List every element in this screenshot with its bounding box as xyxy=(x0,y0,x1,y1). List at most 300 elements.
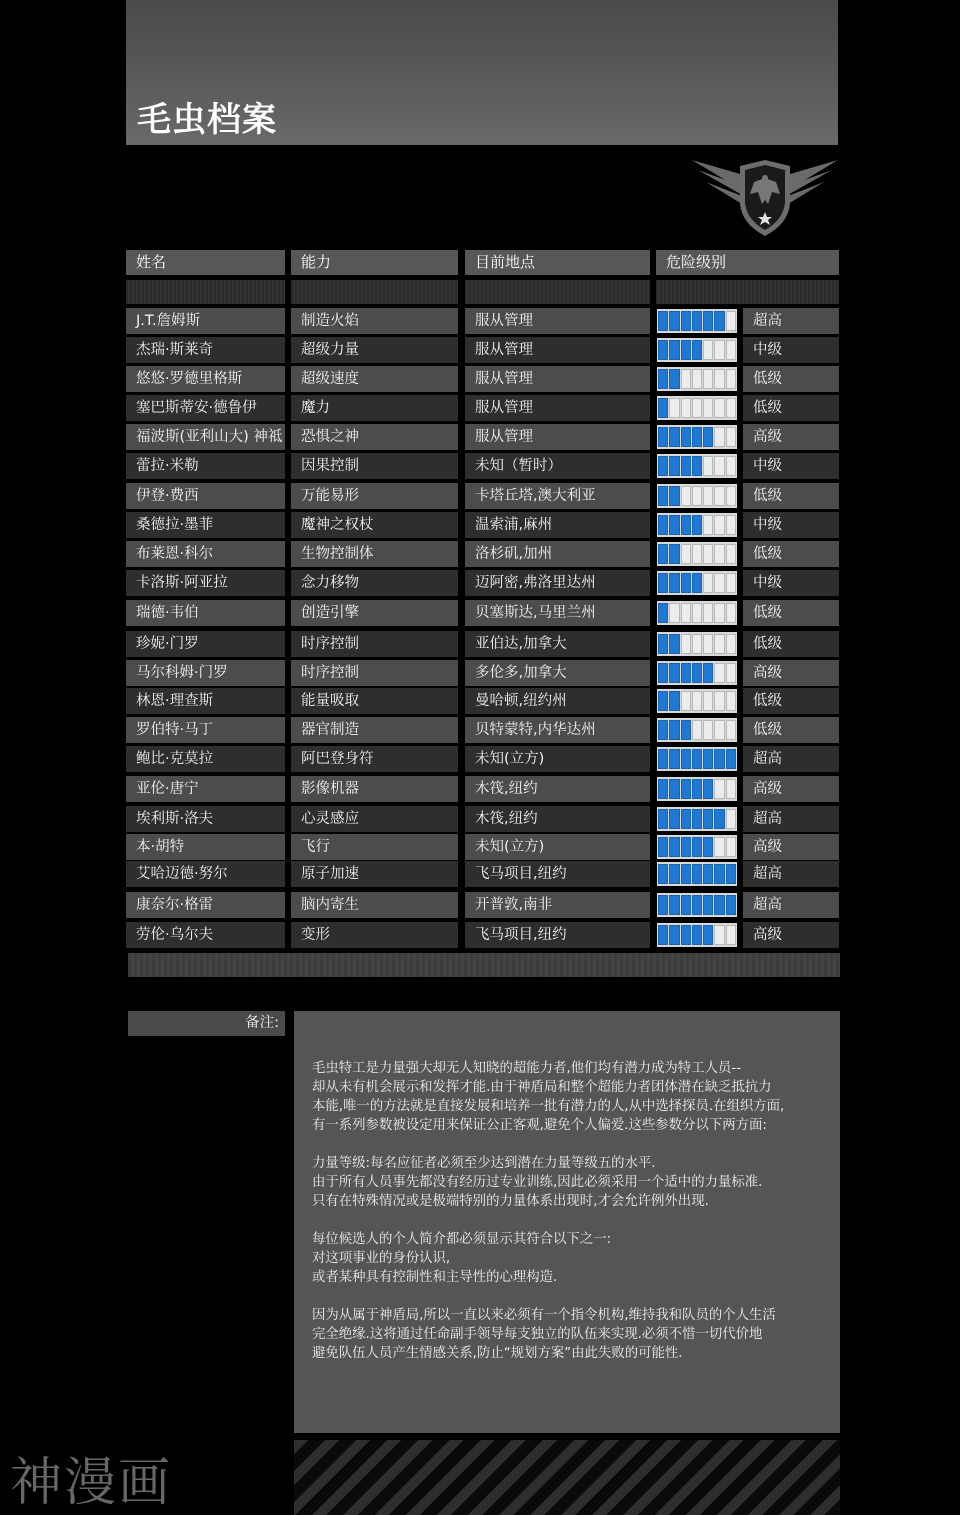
cell-name: 本·胡特 xyxy=(126,834,285,860)
column-header-name: 姓名 xyxy=(126,250,285,275)
danger-bar-segment xyxy=(714,837,724,857)
danger-bar-segment xyxy=(681,925,691,945)
danger-bar-segment xyxy=(726,749,736,769)
danger-bar-segment xyxy=(669,515,679,535)
danger-bar-segment xyxy=(681,398,691,418)
danger-bar-segment xyxy=(726,515,736,535)
danger-bar-segment xyxy=(681,573,691,593)
danger-bar-segment xyxy=(692,895,702,915)
cell-name: 伊登·费西 xyxy=(126,483,285,509)
cell-ability: 魔力 xyxy=(291,395,458,421)
danger-bar-segment xyxy=(669,864,679,884)
danger-bar-segment xyxy=(692,398,702,418)
cell-ability: 超级力量 xyxy=(291,337,458,363)
danger-bar-segment xyxy=(692,779,702,799)
cell-location: 飞马项目,纽约 xyxy=(465,861,650,887)
danger-bar-segment xyxy=(669,925,679,945)
danger-bar-segment xyxy=(658,895,668,915)
danger-level-bar xyxy=(657,632,737,656)
danger-bar-segment xyxy=(726,925,736,945)
danger-bar-segment xyxy=(726,895,736,915)
danger-bar-segment xyxy=(658,515,668,535)
danger-bar-segment xyxy=(714,925,724,945)
danger-bar-segment xyxy=(669,486,679,506)
cell-ability: 念力移物 xyxy=(291,570,458,596)
cell-name: 康奈尔·格雷 xyxy=(126,892,285,918)
cell-name: 林恩·理查斯 xyxy=(126,688,285,714)
danger-bar-segment xyxy=(726,544,736,564)
danger-bar-segment xyxy=(703,544,713,564)
danger-bar-segment xyxy=(692,311,702,331)
danger-bar-segment xyxy=(669,456,679,476)
danger-bar-segment xyxy=(658,340,668,360)
danger-bar-segment xyxy=(658,749,668,769)
danger-bar-segment xyxy=(703,369,713,389)
danger-level-bar xyxy=(657,513,737,537)
danger-bar-segment xyxy=(714,779,724,799)
danger-bar-segment xyxy=(692,720,702,740)
danger-bar-segment xyxy=(681,864,691,884)
page-title: 毛虫档案 xyxy=(137,100,277,140)
column-header-location: 目前地点 xyxy=(465,250,650,275)
cell-danger-level: 超高 xyxy=(743,806,839,832)
danger-bar-segment xyxy=(714,398,724,418)
danger-bar-segment xyxy=(669,340,679,360)
danger-bar-segment xyxy=(703,573,713,593)
header-spacer xyxy=(126,280,285,304)
danger-level-bar xyxy=(657,454,737,478)
cell-location: 未知(立方) xyxy=(465,834,650,860)
cell-location: 木筏,纽约 xyxy=(465,806,650,832)
danger-bar-segment xyxy=(692,809,702,829)
eagle-shield-emblem-icon xyxy=(692,156,838,238)
danger-bar-segment xyxy=(681,634,691,654)
table-row xyxy=(0,922,960,948)
danger-bar-segment xyxy=(692,749,702,769)
cell-ability: 飞行 xyxy=(291,834,458,860)
cell-danger-level: 超高 xyxy=(743,861,839,887)
cell-danger-level: 超高 xyxy=(743,308,839,334)
cell-location: 飞马项目,纽约 xyxy=(465,922,650,948)
danger-bar-segment xyxy=(703,864,713,884)
danger-bar-segment xyxy=(714,456,724,476)
cell-danger-level: 低级 xyxy=(743,395,839,421)
header-spacer xyxy=(656,280,839,304)
danger-bar-segment xyxy=(658,369,668,389)
cell-ability: 影像机器 xyxy=(291,776,458,802)
danger-level-bar xyxy=(657,396,737,420)
danger-bar-segment xyxy=(714,864,724,884)
cell-name: 鲍比·克莫拉 xyxy=(126,746,285,772)
danger-level-bar xyxy=(657,309,737,333)
danger-bar-segment xyxy=(692,925,702,945)
danger-bar-segment xyxy=(681,544,691,564)
table-row xyxy=(0,688,960,714)
cell-ability: 因果控制 xyxy=(291,453,458,479)
column-header-danger: 危险级别 xyxy=(656,250,839,275)
cell-name: 卡洛斯·阿亚拉 xyxy=(126,570,285,596)
cell-name: 布莱恩·科尔 xyxy=(126,541,285,567)
danger-bar-segment xyxy=(658,398,668,418)
danger-bar-segment xyxy=(703,720,713,740)
cell-danger-level: 低级 xyxy=(743,600,839,626)
danger-bar-segment xyxy=(726,663,736,683)
cell-location: 服从管理 xyxy=(465,366,650,392)
danger-bar-segment xyxy=(669,603,679,623)
danger-bar-segment xyxy=(681,340,691,360)
cell-danger-level: 中级 xyxy=(743,570,839,596)
cell-location: 未知（暂时） xyxy=(465,453,650,479)
danger-bar-segment xyxy=(726,369,736,389)
danger-bar-segment xyxy=(692,456,702,476)
danger-bar-segment xyxy=(703,749,713,769)
danger-bar-segment xyxy=(726,837,736,857)
table-row xyxy=(0,366,960,392)
danger-level-bar xyxy=(657,425,737,449)
cell-ability: 万能易形 xyxy=(291,483,458,509)
header-spacer xyxy=(291,280,458,304)
danger-bar-segment xyxy=(692,515,702,535)
cell-ability: 脑内寄生 xyxy=(291,892,458,918)
cell-name: 塞巴斯蒂安·德鲁伊 xyxy=(126,395,285,421)
table-row xyxy=(0,512,960,538)
danger-bar-segment xyxy=(714,427,724,447)
danger-bar-segment xyxy=(703,427,713,447)
danger-bar-segment xyxy=(681,311,691,331)
danger-bar-segment xyxy=(726,691,736,711)
danger-level-bar xyxy=(657,338,737,362)
danger-bar-segment xyxy=(692,691,702,711)
danger-level-bar xyxy=(657,689,737,713)
danger-bar-segment xyxy=(692,369,702,389)
danger-bar-segment xyxy=(714,691,724,711)
danger-bar-segment xyxy=(681,369,691,389)
danger-bar-segment xyxy=(681,895,691,915)
cell-ability: 原子加速 xyxy=(291,861,458,887)
table-row xyxy=(0,424,960,450)
danger-bar-segment xyxy=(726,427,736,447)
danger-bar-segment xyxy=(726,779,736,799)
table-row xyxy=(0,746,960,772)
danger-level-bar xyxy=(657,777,737,801)
hatched-footer xyxy=(294,1440,840,1515)
danger-bar-segment xyxy=(714,544,724,564)
cell-location: 卡塔丘塔,澳大利亚 xyxy=(465,483,650,509)
cell-location: 亚伯达,加拿大 xyxy=(465,631,650,657)
cell-name: J.T.詹姆斯 xyxy=(126,308,285,334)
danger-level-bar xyxy=(657,661,737,685)
cell-name: 杰瑞·斯莱奇 xyxy=(126,337,285,363)
danger-bar-segment xyxy=(726,634,736,654)
cell-danger-level: 低级 xyxy=(743,541,839,567)
danger-bar-segment xyxy=(726,720,736,740)
danger-bar-segment xyxy=(726,864,736,884)
danger-bar-segment xyxy=(703,895,713,915)
cell-location: 未知(立方) xyxy=(465,746,650,772)
table-row xyxy=(0,631,960,657)
table-row xyxy=(0,834,960,860)
table-row xyxy=(0,717,960,743)
danger-bar-segment xyxy=(692,573,702,593)
danger-bar-segment xyxy=(714,663,724,683)
danger-bar-segment xyxy=(703,340,713,360)
cell-name: 罗伯特·马丁 xyxy=(126,717,285,743)
table-row xyxy=(0,660,960,686)
danger-bar-segment xyxy=(703,837,713,857)
danger-bar-segment xyxy=(692,340,702,360)
cell-ability: 生物控制体 xyxy=(291,541,458,567)
cell-ability: 能量吸取 xyxy=(291,688,458,714)
danger-bar-segment xyxy=(669,720,679,740)
danger-bar-segment xyxy=(703,809,713,829)
danger-bar-segment xyxy=(714,340,724,360)
table-row xyxy=(0,453,960,479)
danger-bar-segment xyxy=(703,634,713,654)
header-spacer xyxy=(465,280,650,304)
cell-location: 服从管理 xyxy=(465,308,650,334)
danger-bar-segment xyxy=(714,895,724,915)
danger-bar-segment xyxy=(658,427,668,447)
cell-location: 洛杉矶,加州 xyxy=(465,541,650,567)
danger-bar-segment xyxy=(714,603,724,623)
cell-danger-level: 低级 xyxy=(743,717,839,743)
danger-bar-segment xyxy=(703,486,713,506)
cell-danger-level: 高级 xyxy=(743,424,839,450)
danger-bar-segment xyxy=(714,369,724,389)
danger-bar-segment xyxy=(658,486,668,506)
cell-danger-level: 中级 xyxy=(743,453,839,479)
danger-level-bar xyxy=(657,484,737,508)
danger-bar-segment xyxy=(714,634,724,654)
danger-bar-segment xyxy=(692,486,702,506)
danger-level-bar xyxy=(657,747,737,771)
cell-ability: 魔神之权杖 xyxy=(291,512,458,538)
table-row xyxy=(0,776,960,802)
danger-bar-segment xyxy=(703,925,713,945)
cell-name: 福波斯(亚利山大) 神祗 xyxy=(126,424,285,450)
danger-bar-segment xyxy=(692,864,702,884)
cell-name: 埃利斯·洛夫 xyxy=(126,806,285,832)
danger-bar-segment xyxy=(714,720,724,740)
cell-ability: 时序控制 xyxy=(291,660,458,686)
danger-level-bar xyxy=(657,835,737,859)
danger-bar-segment xyxy=(669,691,679,711)
cell-location: 贝塞斯达,马里兰州 xyxy=(465,600,650,626)
danger-bar-segment xyxy=(658,603,668,623)
danger-bar-segment xyxy=(658,456,668,476)
danger-bar-segment xyxy=(658,544,668,564)
cell-name: 马尔科姆·门罗 xyxy=(126,660,285,686)
danger-bar-segment xyxy=(658,663,668,683)
cell-location: 贝特蒙特,内华达州 xyxy=(465,717,650,743)
table-row xyxy=(0,570,960,596)
cell-location: 曼哈顿,纽约州 xyxy=(465,688,650,714)
cell-location: 开普敦,南非 xyxy=(465,892,650,918)
notes-paragraph: 力量等级:每名应征者必须至少达到潜在力量等级五的水平. 由于所有人员事先都没有经历过专业训练,因此必须采用一个适中的力量标准. 只有在特殊情况或是极端特别的力量体系出现时,才会允许例外出现. xyxy=(312,1156,763,1209)
danger-bar-segment xyxy=(726,809,736,829)
danger-bar-segment xyxy=(658,779,668,799)
cell-danger-level: 低级 xyxy=(743,366,839,392)
danger-bar-segment xyxy=(714,809,724,829)
cell-name: 蕾拉·米勒 xyxy=(126,453,285,479)
danger-bar-segment xyxy=(681,749,691,769)
table-row xyxy=(0,806,960,832)
cell-name: 艾哈迈德·努尔 xyxy=(126,861,285,887)
danger-bar-segment xyxy=(714,573,724,593)
danger-bar-segment xyxy=(681,837,691,857)
danger-bar-segment xyxy=(658,311,668,331)
cell-ability: 创造引擎 xyxy=(291,600,458,626)
column-header-ability: 能力 xyxy=(291,250,458,275)
danger-bar-segment xyxy=(658,691,668,711)
cell-name: 悠悠·罗德里格斯 xyxy=(126,366,285,392)
cell-danger-level: 低级 xyxy=(743,631,839,657)
danger-bar-segment xyxy=(681,691,691,711)
cell-location: 服从管理 xyxy=(465,424,650,450)
danger-bar-segment xyxy=(714,311,724,331)
cell-danger-level: 中级 xyxy=(743,512,839,538)
table-row xyxy=(0,395,960,421)
danger-bar-segment xyxy=(658,864,668,884)
cell-ability: 心灵感应 xyxy=(291,806,458,832)
danger-level-bar xyxy=(657,718,737,742)
danger-bar-segment xyxy=(681,486,691,506)
danger-bar-segment xyxy=(703,398,713,418)
danger-bar-segment xyxy=(669,749,679,769)
danger-bar-segment xyxy=(681,603,691,623)
danger-bar-segment xyxy=(669,369,679,389)
cell-danger-level: 超高 xyxy=(743,892,839,918)
danger-bar-segment xyxy=(681,720,691,740)
cell-name: 亚伦·唐宁 xyxy=(126,776,285,802)
danger-bar-segment xyxy=(714,749,724,769)
danger-bar-segment xyxy=(726,398,736,418)
danger-level-bar xyxy=(657,571,737,595)
danger-bar-segment xyxy=(658,573,668,593)
danger-bar-segment xyxy=(658,837,668,857)
cell-danger-level: 低级 xyxy=(743,483,839,509)
cell-danger-level: 高级 xyxy=(743,922,839,948)
danger-bar-segment xyxy=(703,603,713,623)
table-row xyxy=(0,337,960,363)
notes-panel xyxy=(294,1011,840,1433)
danger-bar-segment xyxy=(658,634,668,654)
danger-bar-segment xyxy=(692,603,702,623)
danger-bar-segment xyxy=(669,573,679,593)
danger-bar-segment xyxy=(703,311,713,331)
danger-bar-segment xyxy=(692,427,702,447)
danger-bar-segment xyxy=(669,809,679,829)
table-row xyxy=(0,600,960,626)
cell-danger-level: 超高 xyxy=(743,746,839,772)
cell-danger-level: 高级 xyxy=(743,660,839,686)
table-row xyxy=(0,861,960,887)
danger-bar-segment xyxy=(669,311,679,331)
danger-bar-segment xyxy=(692,663,702,683)
danger-bar-segment xyxy=(658,720,668,740)
danger-level-bar xyxy=(657,367,737,391)
danger-level-bar xyxy=(657,542,737,566)
danger-bar-segment xyxy=(681,779,691,799)
cell-danger-level: 高级 xyxy=(743,834,839,860)
table-footer-strip xyxy=(128,953,840,977)
cell-name: 桑德拉·墨菲 xyxy=(126,512,285,538)
cell-ability: 超级速度 xyxy=(291,366,458,392)
danger-bar-segment xyxy=(669,837,679,857)
danger-bar-segment xyxy=(726,311,736,331)
cell-location: 木筏,纽约 xyxy=(465,776,650,802)
cell-name: 瑞德·韦伯 xyxy=(126,600,285,626)
cell-ability: 变形 xyxy=(291,922,458,948)
table-row xyxy=(0,308,960,334)
table-row xyxy=(0,892,960,918)
cell-ability: 器官制造 xyxy=(291,717,458,743)
danger-bar-segment xyxy=(669,427,679,447)
notes-paragraph: 因为从属于神盾局,所以一直以来必须有一个指令机构,维持我和队员的个人生活 完全绝缘.这将通过任命副手领导每支独立的队伍来实现.必须不惜一切代价地 避免队伍人员产生情感关系,防止“规划方案”由此失败的可能性. xyxy=(312,1308,776,1361)
cell-location: 多伦多,加拿大 xyxy=(465,660,650,686)
notes-paragraph: 每位候选人的个人简介都必须显示其符合以下之一: 对这项事业的身份认识, 或者某种具有控制性和主导性的心理构造. xyxy=(312,1232,612,1285)
danger-bar-segment xyxy=(703,691,713,711)
danger-bar-segment xyxy=(669,895,679,915)
cell-name: 珍妮·门罗 xyxy=(126,631,285,657)
cell-danger-level: 低级 xyxy=(743,688,839,714)
cell-ability: 制造火焰 xyxy=(291,308,458,334)
danger-bar-segment xyxy=(714,515,724,535)
danger-bar-segment xyxy=(669,779,679,799)
table-row xyxy=(0,541,960,567)
danger-bar-segment xyxy=(658,809,668,829)
danger-bar-segment xyxy=(669,398,679,418)
danger-bar-segment xyxy=(681,456,691,476)
cell-location: 迈阿密,弗洛里达州 xyxy=(465,570,650,596)
danger-bar-segment xyxy=(692,634,702,654)
danger-bar-segment xyxy=(669,663,679,683)
danger-bar-segment xyxy=(714,486,724,506)
danger-bar-segment xyxy=(681,515,691,535)
danger-bar-segment xyxy=(681,663,691,683)
watermark: 神漫画 xyxy=(10,1453,173,1513)
danger-level-bar xyxy=(657,893,737,917)
cell-name: 劳伦·乌尔夫 xyxy=(126,922,285,948)
notes-label: 备注: xyxy=(128,1011,285,1036)
cell-location: 温索浦,麻州 xyxy=(465,512,650,538)
cell-ability: 阿巴登身符 xyxy=(291,746,458,772)
danger-bar-segment xyxy=(726,456,736,476)
danger-level-bar xyxy=(657,923,737,947)
table-row xyxy=(0,483,960,509)
danger-bar-segment xyxy=(681,427,691,447)
danger-bar-segment xyxy=(726,486,736,506)
danger-bar-segment xyxy=(703,663,713,683)
danger-bar-segment xyxy=(692,837,702,857)
danger-bar-segment xyxy=(726,573,736,593)
cell-location: 服从管理 xyxy=(465,337,650,363)
danger-level-bar xyxy=(657,862,737,886)
danger-level-bar xyxy=(657,601,737,625)
danger-bar-segment xyxy=(681,809,691,829)
danger-bar-segment xyxy=(703,515,713,535)
danger-bar-segment xyxy=(703,779,713,799)
cell-ability: 时序控制 xyxy=(291,631,458,657)
danger-bar-segment xyxy=(726,603,736,623)
notes-paragraph: 毛虫特工是力量强大却无人知晓的超能力者,他们均有潜力成为特工人员-- 却从未有机会展示和发挥才能.由于神盾局和整个超能力者团体潜在缺乏抵抗力 本能,唯一的方法就是直接发展和培养一批有潜力的人,从中选择探员.在组织方面, 有一系列参数被设定用来保证公正客观,避免个人偏爱.这些参数分以下两方面: xyxy=(312,1061,785,1133)
cell-location: 服从管理 xyxy=(465,395,650,421)
danger-level-bar xyxy=(657,807,737,831)
danger-bar-segment xyxy=(692,544,702,564)
danger-bar-segment xyxy=(726,340,736,360)
cell-danger-level: 高级 xyxy=(743,776,839,802)
danger-bar-segment xyxy=(703,456,713,476)
